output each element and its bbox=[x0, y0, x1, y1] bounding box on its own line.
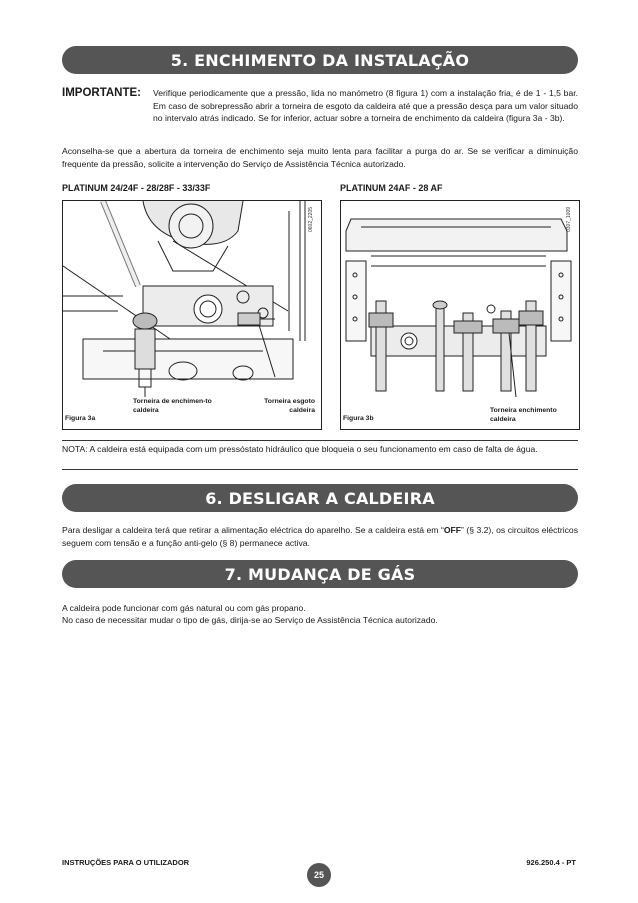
note-text: NOTA: A caldeira está equipada com um pressóstato hidráulico que bloqueia o seu funcionamento em caso de falta de água. bbox=[62, 444, 538, 454]
note-rule-top bbox=[62, 440, 578, 441]
figure-3b-caption-filling-tap: Torneira enchimento caldeira bbox=[490, 407, 557, 423]
figure-3b-code: 0307_1009 bbox=[566, 206, 572, 232]
footer-right: 926.250.4 - PT bbox=[526, 858, 576, 867]
section-6-title: 6. DESLIGAR A CALDEIRA bbox=[62, 484, 578, 512]
section-7-title: 7. MUDANÇA DE GÁS bbox=[62, 560, 578, 588]
section-7-line-1: A caldeira pode funcionar com gás natural ou com gás propano. bbox=[62, 603, 306, 613]
section-6-text-after: ” (§ 3.2), os circuitos eléctricos seguem com tensão e a função anti-gelo (§ 8) permanece activa. bbox=[62, 525, 578, 548]
important-text: Verifique periodicamente que a pressão, lida no manómetro (8 figura 1) com a instalação fria, é de 1 - 1,5 bar. Em caso de sobrepressão abrir a torneira de esgoto da caldeira até que a pressão desça para um valor situado no intervalo atrás indicado. Se for inferior, actuar sobre a torneira de enchimento da caldeira (figura 3a - 3b). bbox=[153, 88, 578, 123]
off-keyword: OFF bbox=[443, 525, 461, 535]
section-7-line-2: No caso de necessitar mudar o tipo de gás, dirija-se ao Serviço de Assistência Técnica autorizado. bbox=[62, 615, 438, 625]
section-6-text-before: Para desligar a caldeira terá que retirar a alimentação eléctrica do aparelho. Se a caldeira está em “ bbox=[62, 525, 444, 535]
figure-3a-caption-drain-tap: Torneira esgoto caldeira bbox=[264, 398, 315, 414]
footer-left: INSTRUÇÕES PARA O UTILIZADOR bbox=[62, 858, 190, 867]
important-label: IMPORTANTE: bbox=[62, 87, 142, 99]
figure-3b-title: PLATINUM 24AF - 28 AF bbox=[340, 183, 443, 193]
section-6-text bbox=[62, 524, 578, 549]
note-rule-bottom bbox=[62, 469, 578, 470]
figure-3b bbox=[340, 200, 580, 430]
figure-3a-label: Figura 3a bbox=[65, 415, 96, 422]
figure-3a-title: PLATINUM 24/24F - 28/28F - 33/33F bbox=[62, 183, 211, 193]
figure-3b-label: Figura 3b bbox=[343, 415, 374, 422]
boiler-valves-drawing-b bbox=[341, 201, 579, 429]
page-number: 25 bbox=[307, 863, 331, 887]
figure-3a-caption-filling-tap: Torneira de enchimen-to caldeira bbox=[133, 398, 212, 414]
section-5-title: 5. ENCHIMENTO DA INSTALAÇÃO bbox=[62, 46, 578, 74]
figure-3a bbox=[62, 200, 322, 430]
figure-3a-code: 0602_2205 bbox=[308, 206, 314, 232]
boiler-valves-drawing-a bbox=[63, 201, 321, 429]
section-5-paragraph: Aconselha-se que a abertura da torneira de enchimento seja muito lenta para facilitar a purga do ar. Se se verificar a diminuição frequente da pressão, solicite a intervenção do Serviço de Assistência Técnica autorizado. bbox=[62, 146, 578, 169]
